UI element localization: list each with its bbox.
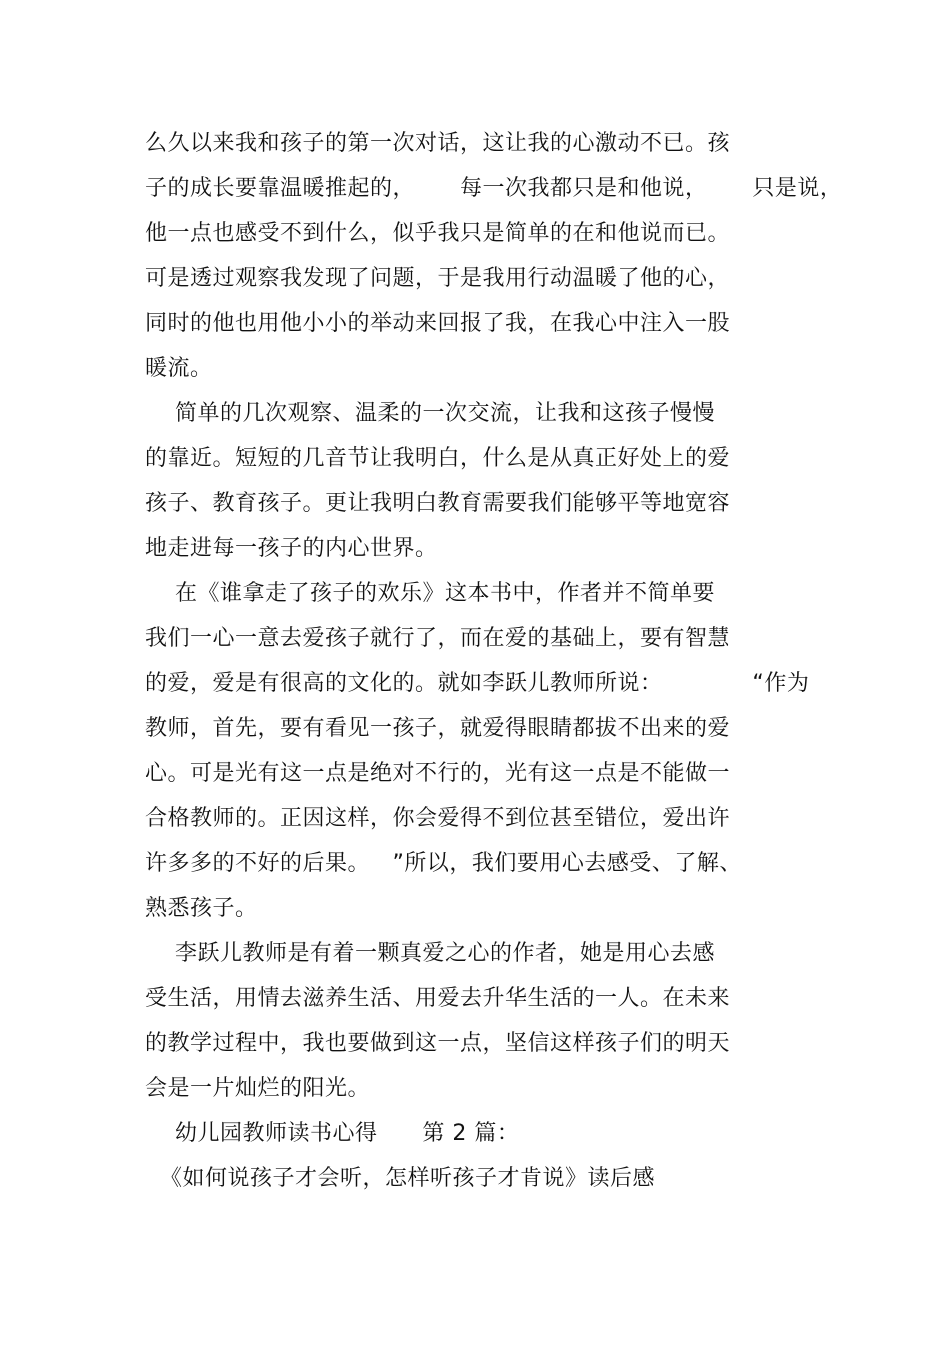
- text-line: 的靠近。短短的几音节让我明白，什么是从真正好处上的爱: [145, 446, 731, 471]
- text-line: 他一点也感受不到什么，似乎我只是简单的在和他说而已。: [145, 221, 731, 246]
- text-line: 子的成长要靠温暖推起的， 每一次我都只是和他说， 只是说，: [145, 176, 843, 201]
- section-heading: 幼儿园教师读书心得 第 2 篇：: [145, 1121, 520, 1146]
- book-title-line: 《如何说孩子才会听，怎样听孩子才肯说》读后感: [145, 1166, 655, 1191]
- text-line: 孩子、教育孩子。更让我明白教育需要我们能够平等地宽容: [145, 491, 731, 516]
- text-line: 的教学过程中，我也要做到这一点，坚信这样孩子们的明天: [145, 1031, 731, 1056]
- text-line: 么久以来我和孩子的第一次对话，这让我的心激动不已。孩: [145, 131, 731, 156]
- text-line: 心。可是光有这一点是绝对不行的，光有这一点是不能做一: [145, 761, 731, 786]
- text-line: 可是透过观察我发现了问题，于是我用行动温暖了他的心，: [145, 266, 731, 291]
- text-line: 受生活，用情去滋养生活、用爱去升华生活的一人。在未来: [145, 986, 731, 1011]
- text-line: 会是一片灿烂的阳光。: [145, 1076, 371, 1101]
- text-line: 熟悉孩子。: [145, 896, 258, 921]
- text-line: 教师，首先，要有看见一孩子，就爱得眼睛都拔不出来的爱: [145, 716, 731, 741]
- text-line: 简单的几次观察、温柔的一次交流，让我和这孩子慢慢: [145, 401, 715, 426]
- text-line: 许多多的不好的后果。 ”所以，我们要用心去感受、了解、: [145, 851, 742, 876]
- text-line: 地走进每一孩子的内心世界。: [145, 536, 438, 561]
- text-line: 合格教师的。正因这样，你会爱得不到位甚至错位，爱出许: [145, 806, 731, 831]
- text-line: 暖流。: [145, 356, 213, 381]
- text-line: 同时的他也用他小小的举动来回报了我，在我心中注入一股: [145, 311, 731, 336]
- text-line: 李跃儿教师是有着一颗真爱之心的作者，她是用心去感: [145, 941, 715, 966]
- text-line: 在《谁拿走了孩子的欢乐》这本书中，作者并不简单要: [145, 581, 715, 606]
- text-line: 我们一心一意去爱孩子就行了，而在爱的基础上，要有智慧: [145, 626, 731, 651]
- text-line: 的爱，爱是有很高的文化的。就如李跃儿教师所说： “作为: [145, 671, 810, 696]
